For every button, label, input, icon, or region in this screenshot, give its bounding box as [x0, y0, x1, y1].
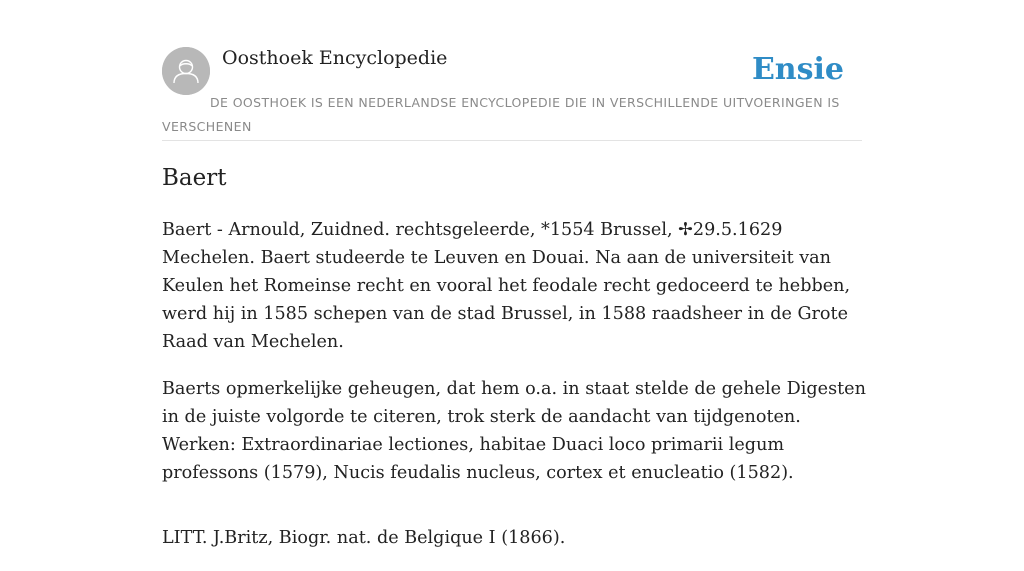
article-literature: LITT. J.Britz, Biogr. nat. de Belgique I (1866).: [162, 528, 566, 548]
article-paragraph: Baert - Arnould, Zuidned. rechtsgeleerde, *1554 Brussel, ✢29.5.1629 Mechelen. Baert studeerde te Leuven en Douai. Na aan de universiteit van Keulen het Romeinse recht en vooral het feodale recht gedoceerd te hebben, werd hij in 1585 schepen van de stad Brussel, in 1588 raadsheer in de Grote Raad van Mechelen.: [162, 220, 851, 352]
site-tagline: DE OOSTHOEK IS EEN NEDERLANDSE ENCYCLOPEDIE DIE IN VERSCHILLENDE UITVOERINGEN IS VERSCHENEN: [162, 95, 840, 134]
article-body: [162, 216, 867, 571]
site-name[interactable]: Oosthoek Encyclopedie: [222, 47, 448, 69]
article-paragraph: Baerts opmerkelijke geheugen, dat hem o.a. in staat stelde de gehele Digesten in de juiste volgorde te citeren, trok sterk de aandacht van tijdgenoten. Werken: Extraordinariae lectiones, habitae Duaci loco primarii legum professons (1579), Nucis feudalis nucleus, cortex et enucleatio (1582).: [162, 379, 866, 483]
user-avatar-icon[interactable]: [162, 47, 210, 95]
brand-logo[interactable]: Ensie: [751, 52, 844, 87]
header: [162, 0, 862, 141]
article-title: Baert: [162, 165, 227, 191]
page: [162, 0, 866, 548]
